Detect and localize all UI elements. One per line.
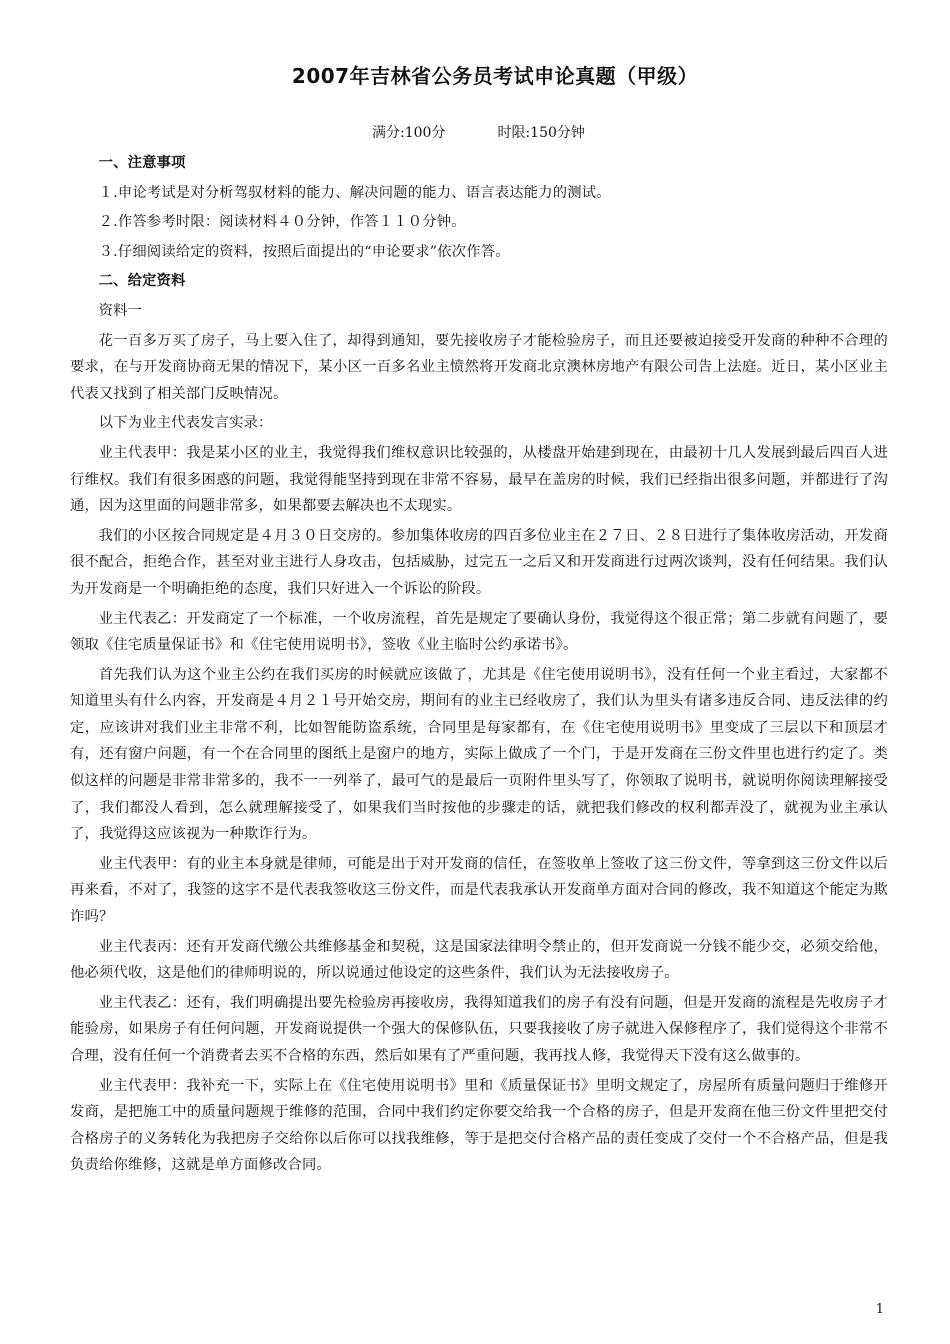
material-paragraph: 业主代表甲：我补充一下，实际上在《住宅使用说明书》里和《质量保证书》里明文规定了，房屋所有质量问题归于维修开发商，是把施工中的质量问题规于维修的范围，合同中我们约定你要交给我一个合格的房子，但是开发商在他三份文件里把交付合格房子的义务转化为我把房子交给你以后你可以找我维修，等于是把交付合格产品的责任变成了交付一个不合格产品，但是我负责给你维修，这就是单方面修改合同。 [70, 1077, 888, 1174]
material-paragraph: 以下为业主代表发言实录： [98, 415, 273, 432]
document-body [70, 150, 888, 1182]
page-title: 2007年吉林省公务员考试申论真题（甲级） [291, 64, 699, 88]
material-paragraph: 业主代表乙：开发商定了一个标准，一个收房流程，首先是规定了要确认身份，我觉得这个很正常；第二步就有问题了，要领取《住宅质量保证书》和《住宅使用说明书》，签收《业主临时公约承诺书》。 [70, 610, 888, 654]
material-paragraph: 花一百多万买了房子，马上要入住了，却得到通知，要先接收房子才能检验房子，而且还要被迫接受开发商的种种不合理的要求，在与开发商协商无果的情况下，某小区一百多名业主愤然将开发商北京澳林房地产有限公司告上法庭。近日，某小区业主代表又找到了相关部门反映情况。 [70, 332, 888, 402]
exam-meta [372, 122, 585, 142]
note-item: ２.作答参考时限：阅读材料４０分钟，作答１１０分钟。 [98, 214, 466, 231]
material-paragraph: 业主代表甲：我是某小区的业主，我觉得我们维权意识比较强的，从楼盘开始建到现在，由最初十几人发展到最后四百人进行维权。我们有很多困惑的问题，我觉得能坚持到现在非常不容易，最早在盖房的时候，我们已经指出很多问题，并都进行了沟通，因为这里面的问题非常多，如果都要去解决也不太现实。 [70, 444, 888, 515]
material-paragraph: 业主代表乙：还有，我们明确提出要先检验房再接收房，我得知道我们的房子有没有问题，但是开发商的流程是先收房子才能验房，如果房子有任何问题，开发商说提供一个强大的保修队伍，只要我接收了房子就进入保修程序了，我们觉得这个非常不合理，没有任何一个消费者去买不合格的东西，然后如果有了严重问题，我再找人修，我觉得天下没有这么做事的。 [70, 994, 888, 1064]
material-paragraph: 首先我们认为这个业主公约在我们买房的时候就应该做了，尤其是《住宅使用说明书》，没有任何一个业主看过，大家都不知道里头有什么内容，开发商是４月２１号开始交房，期间有的业主已经收房了，我们认为里头有诸多违反合同、违反法律的约定，应该讲对我们业主非常不利，比如智能防盗系统，合同里是每家都有，在《住宅使用说明书》里变成了三层以下和顶层才有，还有窗户问题，有一个在合同里的图纸上是窗户的地方，实际上做成了一个门，于是开发商在三份文件里也进行约定了。类似这样的问题是非常非常多的，我不一一列举了，最可气的是最后一页附件里头写了，你领取了说明书，就说明你阅读理解接受了，我们都没人看到，怎么就理解接受了，如果我们当时按他的步骤走的话，就把我们修改的权利都弄没了，就视为业主承认了，我觉得这应该视为一种欺诈行为。 [70, 666, 888, 843]
material-label: 资料一 [98, 302, 143, 319]
section-heading-materials: 二、给定资料 [98, 273, 186, 290]
note-item: ３.仔细阅读给定的资料，按照后面提出的“申论要求”依次作答。 [98, 243, 510, 260]
page-number: 1 [875, 1302, 884, 1317]
time-limit-label: 时限:150分钟 [497, 125, 585, 141]
section-heading-notes: 一、注意事项 [98, 155, 186, 171]
material-paragraph: 业主代表丙：还有开发商代缴公共维修基金和契税，这是国家法律明令禁止的，但开发商说一分钱不能少交，必须交给他，他必须代收，这是他们的律师明说的，所以说通过他设定的这些条件，我们认为无法接收房子。 [70, 938, 888, 982]
score-label: 满分:100分 [372, 125, 446, 141]
material-paragraph: 业主代表甲：有的业主本身就是律师，可能是出于对开发商的信任，在签收单上签收了这三份文件，等拿到这三份文件以后再来看，不对了，我签的这字不是代表我签收这三份文件，而是代表我承认开发商单方面对合同的修改，我不知道这个能定为欺诈吗？ [70, 855, 888, 926]
material-paragraph: 我们的小区按合同规定是４月３０日交房的。参加集体收房的四百多位业主在２７日、２８日进行了集体收房活动，开发商很不配合，拒绝合作，甚至对业主进行人身攻击，包括威胁，过完五一之后又和开发商进行过两次谈判，没有任何结果。我们认为开发商是一个明确拒绝的态度，我们只好进入一个诉讼的阶段。 [70, 527, 888, 597]
note-item: １.申论考试是对分析驾驭材料的能力、解决问题的能力、语言表达能力的测试。 [98, 184, 611, 201]
